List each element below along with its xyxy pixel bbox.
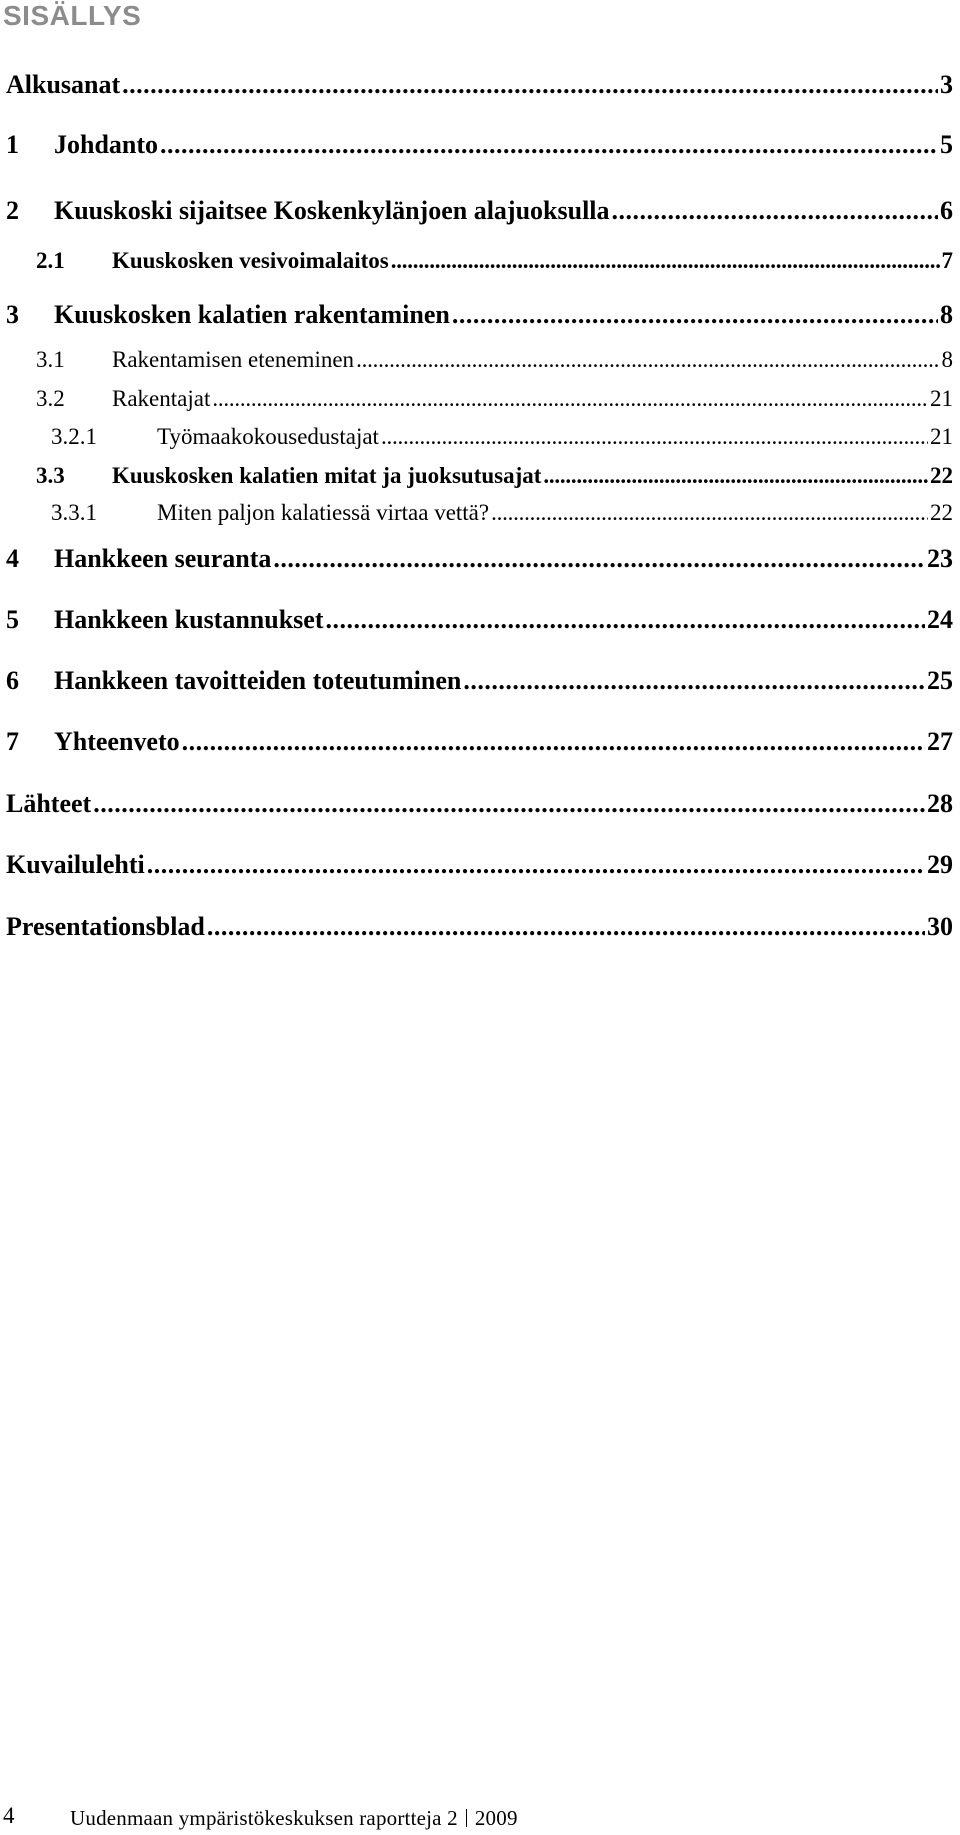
toc-leader — [543, 463, 928, 489]
toc-entry-kuvailulehti[interactable] — [0, 850, 953, 880]
toc-entry-number: 4 — [6, 544, 19, 573]
toc-entry-page: 24 — [927, 605, 953, 634]
toc-entry-6[interactable] — [0, 666, 953, 696]
toc-entry-page: 21 — [930, 386, 953, 411]
toc-entry-3[interactable] — [0, 300, 953, 330]
toc-leader — [463, 666, 925, 696]
toc-entry-3-2[interactable] — [0, 386, 953, 412]
toc-entry-title: Hankkeen tavoitteiden toteutuminen — [54, 666, 462, 695]
toc-leader — [273, 544, 925, 574]
toc-entry-page: 28 — [927, 789, 953, 818]
toc-entry-2[interactable] — [0, 196, 953, 226]
toc-entry-number: 2 — [6, 196, 19, 225]
toc-entry-page: 22 — [930, 500, 953, 525]
toc-entry-page: 21 — [930, 424, 953, 449]
toc-entry-title: Kuuskosken kalatien rakentaminen — [54, 300, 450, 329]
toc-entry-number: 3 — [6, 300, 19, 329]
toc-entry-title: Hankkeen kustannukset — [54, 605, 324, 634]
toc-entry-page: 25 — [927, 666, 953, 695]
toc-entry-page: 23 — [927, 544, 953, 573]
toc-entry-number: 3.3.1 — [51, 500, 97, 525]
toc-leader — [93, 789, 925, 819]
toc-entry-page: 5 — [940, 130, 953, 159]
toc-entry-page: 6 — [940, 196, 953, 225]
toc-entry-title: Rakentajat — [112, 386, 211, 411]
toc-entry-page: 8 — [940, 300, 953, 329]
toc-leader — [381, 424, 928, 450]
footer-year: 2009 — [474, 1806, 518, 1830]
toc-entry-number: 3.2 — [36, 386, 65, 411]
toc-entry-title: Yhteenveto — [54, 727, 180, 756]
toc-entry-number: 2.1 — [36, 248, 65, 273]
toc-entry-title: Kuuskosken vesivoimalaitos — [112, 248, 389, 273]
toc-entry-3-3[interactable] — [0, 463, 953, 489]
toc-leader — [122, 70, 938, 100]
toc-leader — [160, 130, 938, 160]
toc-entry-presentationsblad[interactable] — [0, 912, 953, 942]
toc-entry-title: Presentationsblad — [6, 912, 205, 941]
toc-entry-number: 7 — [6, 727, 19, 756]
toc-entry-title: Kuuskoski sijaitsee Koskenkylänjoen alajuoksulla — [54, 196, 610, 225]
toc-entry-title: Kuuskosken kalatien mitat ja juoksutusajat — [112, 463, 542, 488]
toc-entry-7[interactable] — [0, 727, 953, 757]
toc-entry-5[interactable] — [0, 605, 953, 635]
toc-entry-alkusanat[interactable] — [0, 70, 953, 100]
toc-entry-page: 29 — [927, 850, 953, 879]
footer-page-number: 4 — [3, 1803, 15, 1828]
toc-entry-number: 1 — [6, 130, 19, 159]
toc-entry-1[interactable] — [0, 130, 953, 160]
toc-leader — [212, 386, 928, 412]
toc-entry-4[interactable] — [0, 544, 953, 574]
toc-entry-title: Työmaakokousedustajat — [157, 424, 379, 449]
toc-entry-title: Hankkeen seuranta — [54, 544, 272, 573]
toc-leader — [326, 605, 926, 635]
toc-entry-title: Johdanto — [54, 130, 159, 159]
toc-entry-number: 5 — [6, 605, 19, 634]
toc-entry-2-1[interactable] — [0, 248, 953, 274]
toc-entry-3-1[interactable] — [0, 347, 953, 373]
footer-separator — [466, 1809, 467, 1827]
toc-entry-title: Rakentamisen eteneminen — [112, 347, 355, 372]
toc-entry-title: Miten paljon kalatiessä virtaa vettä? — [157, 500, 490, 525]
toc-entry-number: 3.2.1 — [51, 424, 97, 449]
toc-heading: SISÄLLYS — [3, 0, 142, 31]
toc-entry-page: 22 — [930, 463, 953, 488]
toc-entry-number: 3.1 — [36, 347, 65, 372]
toc-entry-page: 30 — [927, 912, 953, 941]
toc-entry-title: Lähteet — [6, 789, 92, 818]
toc-entry-number: 3.3 — [36, 463, 65, 488]
footer-report-title: Uudenmaan ympäristökeskuksen raportteja 2 — [70, 1806, 458, 1830]
toc-leader — [491, 500, 928, 526]
toc-leader — [207, 912, 925, 942]
footer-report — [70, 1806, 518, 1831]
toc-entry-page: 27 — [927, 727, 953, 756]
toc-leader — [147, 850, 925, 880]
toc-leader — [452, 300, 938, 330]
toc-leader — [356, 347, 939, 373]
toc-entry-title: Alkusanat — [6, 70, 121, 99]
toc-entry-page: 7 — [941, 248, 953, 273]
toc-leader — [182, 727, 925, 757]
toc-entry-3-2-1[interactable] — [0, 424, 953, 450]
toc-entry-title: Kuvailulehti — [6, 850, 145, 879]
toc-entry-lahteet[interactable] — [0, 789, 953, 819]
toc-entry-page: 3 — [940, 70, 953, 99]
toc-leader — [391, 248, 940, 274]
toc-entry-page: 8 — [941, 347, 953, 372]
toc-entry-3-3-1[interactable] — [0, 500, 953, 526]
toc-leader — [612, 196, 938, 226]
toc-entry-number: 6 — [6, 666, 19, 695]
